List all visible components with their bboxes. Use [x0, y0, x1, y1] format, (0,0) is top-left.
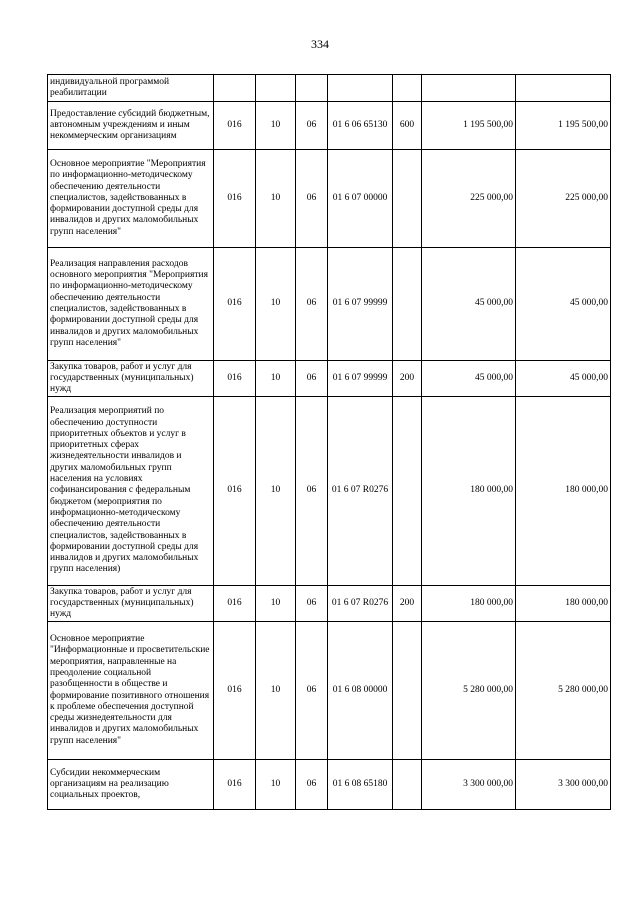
row-name: Субсидии некоммерческим организациям на реализацию социальных проектов, [48, 760, 214, 810]
section-code: 10 [256, 586, 296, 622]
table-row [48, 361, 611, 397]
target-article: 01 6 07 R0276 [328, 397, 393, 586]
amount-year-1: 180 000,00 [422, 586, 516, 622]
subsection-code: 06 [296, 586, 328, 622]
expense-type [393, 248, 422, 361]
subsection-code: 06 [296, 248, 328, 361]
expense-type: 600 [393, 102, 422, 150]
section-code: 10 [256, 150, 296, 248]
table-row [48, 622, 611, 760]
ministry-code: 016 [214, 150, 256, 248]
amount-year-1: 1 195 500,00 [422, 102, 516, 150]
amount-year-1: 3 300 000,00 [422, 760, 516, 810]
amount-year-2: 45 000,00 [516, 248, 611, 361]
expense-type [393, 622, 422, 760]
table-row [48, 248, 611, 361]
row-name: индивидуальной программой реабилитации [48, 75, 214, 102]
row-name: Реализация мероприятий по обеспечению доступности приоритетных объектов и услуг в приоритетных сферах жизнедеятельности инвалидов и других маломобильных групп населения на условиях софинансирования с федеральным бюджетом (мероприятия по информационно-методическому обеспечению деятельности специалистов, задействованных в формировании доступной среды для инвалидов и других маломобильных групп населения) [48, 397, 214, 586]
section-code: 10 [256, 622, 296, 760]
section-code: 10 [256, 102, 296, 150]
table-row [48, 760, 611, 810]
table-row [48, 150, 611, 248]
expense-type: 200 [393, 361, 422, 397]
section-code [256, 75, 296, 102]
ministry-code: 016 [214, 102, 256, 150]
amount-year-1: 45 000,00 [422, 248, 516, 361]
table-row [48, 75, 611, 102]
expense-type [393, 397, 422, 586]
amount-year-2 [516, 75, 611, 102]
expense-type [393, 75, 422, 102]
amount-year-2: 180 000,00 [516, 586, 611, 622]
section-code: 10 [256, 760, 296, 810]
amount-year-2: 3 300 000,00 [516, 760, 611, 810]
amount-year-1: 225 000,00 [422, 150, 516, 248]
subsection-code [296, 75, 328, 102]
target-article: 01 6 08 65180 [328, 760, 393, 810]
subsection-code: 06 [296, 361, 328, 397]
subsection-code: 06 [296, 397, 328, 586]
row-name: Основное мероприятие "Информационные и просветительские мероприятия, направленные на преодоление социальной разобщенности в обществе и формирование позитивного отношения к проблеме обеспечения доступной среды жизнедеятельности для инвалидов и других маломобильных групп населения" [48, 622, 214, 760]
ministry-code: 016 [214, 760, 256, 810]
subsection-code: 06 [296, 102, 328, 150]
page-number: 334 [311, 37, 329, 51]
amount-year-1: 45 000,00 [422, 361, 516, 397]
amount-year-1 [422, 75, 516, 102]
target-article: 01 6 07 99999 [328, 361, 393, 397]
expense-type [393, 150, 422, 248]
amount-year-2: 45 000,00 [516, 361, 611, 397]
row-name: Предоставление субсидий бюджетным, автономным учреждениям и иным некоммерческим организациям [48, 102, 214, 150]
expense-type: 200 [393, 586, 422, 622]
target-article: 01 6 06 65130 [328, 102, 393, 150]
target-article: 01 6 08 00000 [328, 622, 393, 760]
row-name: Закупка товаров, работ и услуг для государственных (муниципальных) нужд [48, 586, 214, 622]
table-row [48, 397, 611, 586]
expense-type [393, 760, 422, 810]
target-article: 01 6 07 99999 [328, 248, 393, 361]
row-name: Реализация направления расходов основного мероприятия "Мероприятия по информационно-методическому обеспечению деятельности специалистов, задействованных в формировании доступной среды для инвалидов и других маломобильных групп населения" [48, 248, 214, 361]
ministry-code: 016 [214, 622, 256, 760]
ministry-code: 016 [214, 586, 256, 622]
table-row [48, 586, 611, 622]
section-code: 10 [256, 248, 296, 361]
section-code: 10 [256, 361, 296, 397]
amount-year-1: 5 280 000,00 [422, 622, 516, 760]
amount-year-1: 180 000,00 [422, 397, 516, 586]
budget-table [47, 74, 611, 810]
target-article: 01 6 07 00000 [328, 150, 393, 248]
subsection-code: 06 [296, 622, 328, 760]
ministry-code: 016 [214, 248, 256, 361]
target-article [328, 75, 393, 102]
table-body [48, 75, 611, 810]
section-code: 10 [256, 397, 296, 586]
row-name: Закупка товаров, работ и услуг для государственных (муниципальных) нужд [48, 361, 214, 397]
ministry-code: 016 [214, 397, 256, 586]
amount-year-2: 5 280 000,00 [516, 622, 611, 760]
ministry-code [214, 75, 256, 102]
subsection-code: 06 [296, 150, 328, 248]
amount-year-2: 1 195 500,00 [516, 102, 611, 150]
amount-year-2: 225 000,00 [516, 150, 611, 248]
amount-year-2: 180 000,00 [516, 397, 611, 586]
table-row [48, 102, 611, 150]
ministry-code: 016 [214, 361, 256, 397]
subsection-code: 06 [296, 760, 328, 810]
target-article: 01 6 07 R0276 [328, 586, 393, 622]
row-name: Основное мероприятие "Мероприятия по информационно-методическому обеспечению деятельности специалистов, задействованных в формировании доступной среды для инвалидов и других маломобильных групп населения" [48, 150, 214, 248]
